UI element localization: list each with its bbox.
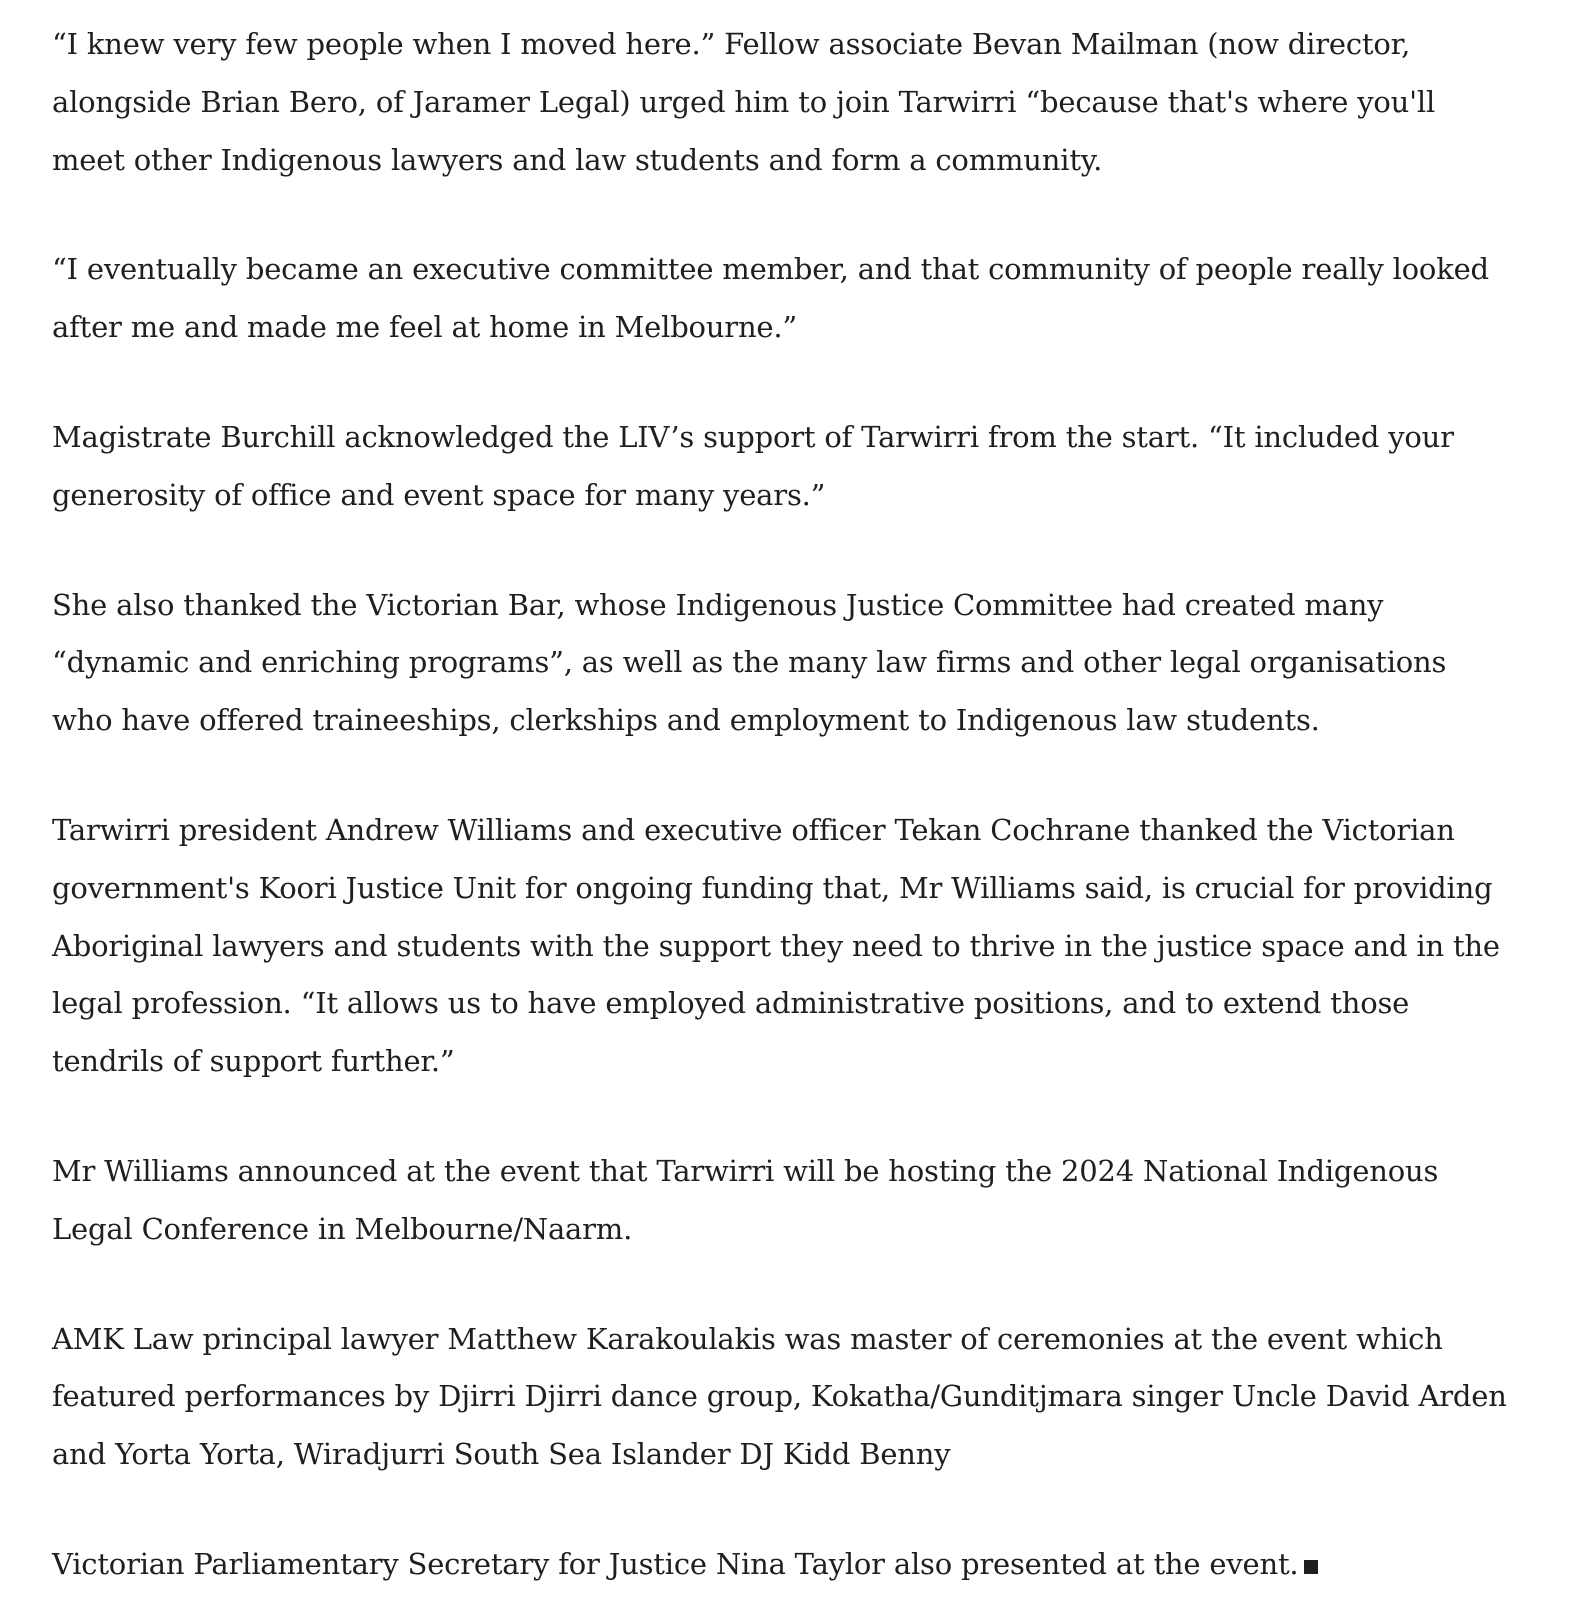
paragraph-5: Tarwirri president Andrew Williams and executive officer Tekan Cochrane thanked the Victorian government's Koori Justice Unit for ongoing funding that, Mr Williams said, is crucial for providing Aboriginal lawyers and students with the support they need to thrive in the justice space and in the legal profession. “It allows us to have employed administrative positions, and to extend those tendrils of support further.” [52, 812, 1500, 1079]
paragraph-2: “I eventually became an executive committee member, and that community of people really looked after me and made me feel at home in Melbourne.” [52, 252, 1489, 345]
paragraph-3: Magistrate Burchill acknowledged the LIV’s support of Tarwirri from the start. “It included your generosity of office and event space for many years.” [52, 419, 1454, 512]
end-of-article-square-icon [1304, 1560, 1318, 1574]
paragraph-7: AMK Law principal lawyer Matthew Karakoulakis was master of ceremonies at the event which featured performances by Djirri Djirri dance group, Kokatha/Gunditjmara singer Uncle David Arden and Yorta Yorta, Wiradjurri South Sea Islander DJ Kidd Benny [52, 1321, 1507, 1472]
paragraph-6: Mr Williams announced at the event that Tarwirri will be hosting the 2024 National Indigenous Legal Conference in Melbourne/Naarm. [52, 1153, 1439, 1246]
paragraph-1: “I knew very few people when I moved here.” Fellow associate Bevan Mailman (now director, alongside Brian Bero, of Jaramer Legal) urged him to join Tarwirri “because that's where you'll meet other Indigenous lawyers and law students and form a community. [52, 27, 1436, 177]
paragraph-8-final [52, 1536, 1512, 1594]
paragraph-4: She also thanked the Victorian Bar, whose Indigenous Justice Committee had created many “dynamic and enriching programs”, as well as the many law firms and other legal organisations who have offered traineeships, clerkships and employment to Indigenous law students. [52, 587, 1447, 738]
article-body [52, 16, 1512, 1594]
final-paragraph-text: Victorian Parliamentary Secretary for Justice Nina Taylor also presented at the event. [52, 1546, 1299, 1581]
